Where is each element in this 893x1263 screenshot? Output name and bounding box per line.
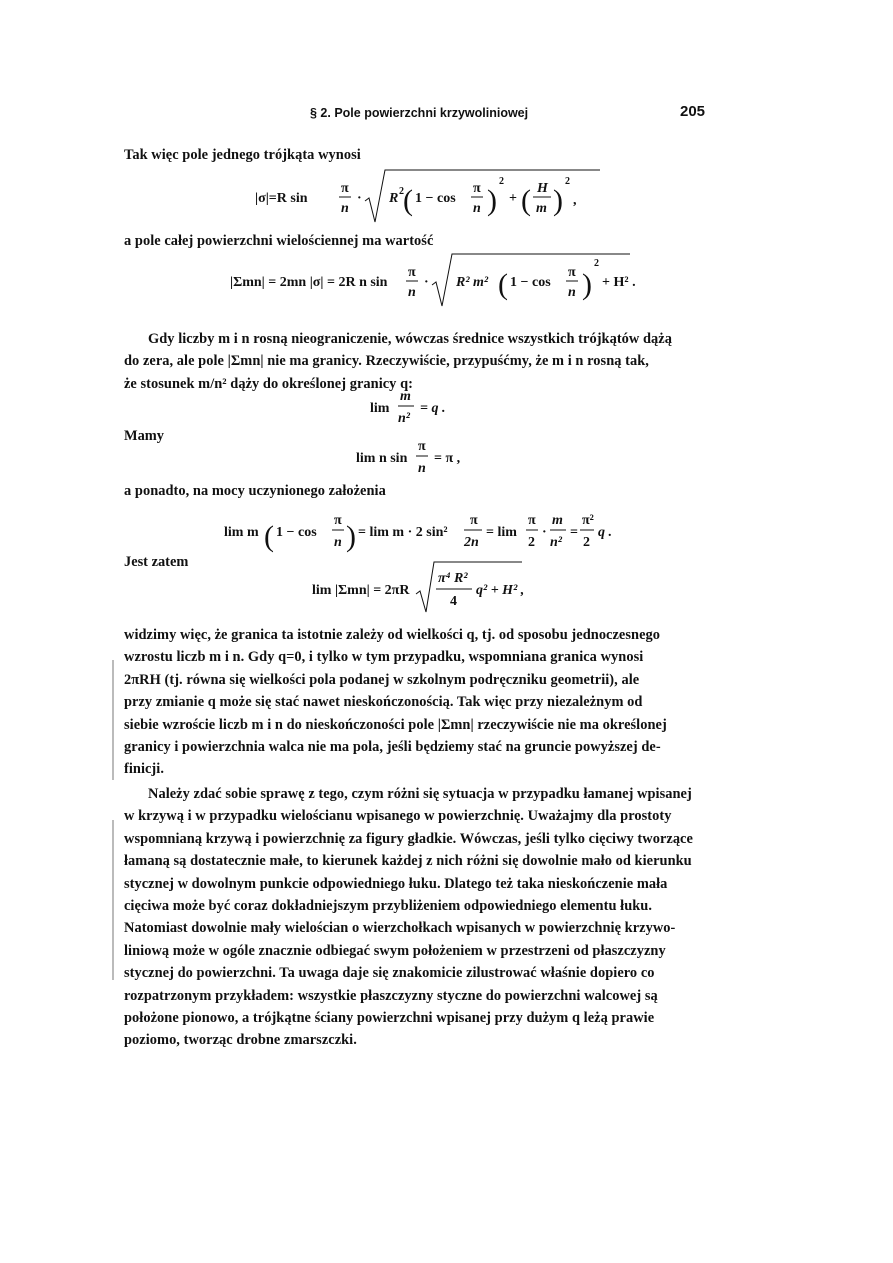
text-line: wspomnianą krzywą i powierzchnię za figury gładkie. Wówczas, jeśli tylko cięciwy tworzące <box>124 830 693 847</box>
eq5-pi-2: π <box>470 513 478 528</box>
equation-6-svg <box>312 560 532 616</box>
eq2-dot: · <box>424 275 429 290</box>
label-mamy: Mamy <box>124 428 164 444</box>
text-line: łamaną są dostatecznie małe, to kierunek każdej z nich różni się dowolnie mało od kierunku <box>124 853 692 870</box>
eq1-paren-close: ) <box>487 184 497 217</box>
eq2-lhs: |Σmn| = 2mn |σ| = 2R n sin <box>230 275 388 290</box>
eq4-lhs: lim n sin <box>356 451 408 466</box>
text-line: w krzywą i w przypadku wielościanu wpisanego w powierzchnię. Uważajmy dla prostoty <box>124 808 672 825</box>
eq1-H: H <box>537 181 548 196</box>
eq2-R2m2: R² m² <box>456 275 489 290</box>
eq1-dot: · <box>357 191 362 206</box>
eq5-m: m <box>552 513 563 528</box>
eq2-n: n <box>408 285 416 300</box>
eq5-two: 2 <box>528 535 535 550</box>
text-line: przy zmianie q może się stać nawet nieskończonością. Tak więc przy niezależnym od <box>124 694 643 711</box>
eq5-pi2: π² <box>582 513 594 528</box>
eq5-pi-3: π <box>528 513 536 528</box>
eq2-pi: π <box>408 265 416 280</box>
eq4-n: n <box>418 461 426 476</box>
eq2-n-2: n <box>568 285 576 300</box>
eq5-q: q . <box>598 525 612 540</box>
text-line: rozpatrzonym przykładem: wszystkie płaszczyzny styczne do powierzchni walcowej są <box>124 987 658 1004</box>
eq1-n-2: n <box>473 201 481 216</box>
paragraph-1 <box>124 144 708 166</box>
text-line: Tak więc pole jednego trójkąta wynosi <box>124 147 361 163</box>
eq1-comma: , <box>573 193 577 208</box>
eq5-pi: π <box>334 513 342 528</box>
eq4-pi: π <box>418 439 426 454</box>
paragraph-5 <box>124 624 708 781</box>
text-line: poziomo, tworząc drobne zmarszczki. <box>124 1032 357 1049</box>
eq5-eq: = <box>570 525 578 540</box>
text-line: stycznej do powierzchni. Ta uwaga daje się znakomicie zilustrować właśnie dopiero co <box>124 965 655 982</box>
eq2-paren-exp: 2 <box>594 258 599 269</box>
eq1-paren-exp: 2 <box>499 176 504 187</box>
text-line: a pole całej powierzchni wielościennej ma wartość <box>124 233 434 249</box>
eq3-m: m <box>400 389 411 404</box>
eq3-rhs: = q . <box>420 401 446 416</box>
text-line: a ponadto, na mocy uczynionego założenia <box>124 483 386 499</box>
eq3-lim: lim <box>370 401 390 416</box>
eq1-paren-open-2: ( <box>521 184 531 217</box>
equation-6 <box>312 560 532 621</box>
eq5-two-2: 2 <box>583 535 590 550</box>
equation-2-svg <box>230 252 650 312</box>
eq1-plus: + <box>509 191 517 206</box>
eq6-tail: q² + H² , <box>476 583 525 598</box>
eq1-m: m <box>536 201 547 216</box>
equation-1-svg <box>255 168 615 228</box>
eq2-paren-open: ( <box>498 268 508 301</box>
text-line: widzimy więc, że granica ta istotnie zależy od wielkości q, tj. od sposobu jednoczesnego <box>124 627 661 643</box>
running-header: § 2. Pole powierzchni krzywoliniowej <box>310 106 529 120</box>
paragraph-6 <box>124 783 708 1052</box>
eq5-paren-open: ( <box>264 520 274 553</box>
eq2-tail: + H² . <box>602 275 636 290</box>
equation-5 <box>224 506 624 567</box>
text-line: liniową może w ogóle znacznie odbiegać swym położeniem w przestrzeni od płaszczyzny <box>124 942 666 959</box>
text-line: siebie wzroście liczb m i n do nieskończoności pole |Σmn| rzeczywiście nie ma określonej <box>124 716 667 733</box>
equation-3 <box>370 386 490 441</box>
eq5-mid: = lim m · 2 sin² <box>358 525 448 540</box>
label-jest-zatem: Jest zatem <box>124 554 189 570</box>
scan-margin-shadow <box>112 820 114 980</box>
eq1-R-exp: 2 <box>399 186 404 197</box>
text-line: wzrostu liczb m i n. Gdy q=0, i tylko w tym przypadku, wspomniana granica wynosi <box>124 649 644 666</box>
paragraph-2 <box>124 230 708 252</box>
text-line: 2πRH (tj. równa się wielkości pola podanej w szkolnym podręczniku geometrii), ale <box>124 671 640 688</box>
eq6-num: π⁴ R² <box>438 571 468 586</box>
eq5-twon: 2n <box>464 535 479 550</box>
eq5-n2: n² <box>550 535 562 550</box>
eq1-lhs: |σ|=R sin <box>255 191 308 206</box>
paragraph-4 <box>124 480 708 502</box>
eq5-one-minus-cos: 1 − cos <box>276 525 317 540</box>
text-line: granicy i powierzchnia walca nie ma pola, jeśli będziemy stać na gruncie powyższej de- <box>124 739 661 756</box>
eq4-rhs: = π , <box>434 451 461 466</box>
text-line: Gdy liczby m i n rosną nieograniczenie, wówczas średnice wszystkich trójkątów dążą <box>148 331 672 347</box>
eq2-pi-2: π <box>568 265 576 280</box>
eq5-dot: · <box>542 525 547 540</box>
eq5-eq-lim: = lim <box>486 525 517 540</box>
eq6-den: 4 <box>450 594 457 609</box>
scan-margin-shadow <box>112 660 114 780</box>
text-line: finicji. <box>124 761 164 778</box>
text-line: cięciwa może być coraz dokładniejszym przybliżeniem odpowiedniego elementu łuku. <box>124 898 653 915</box>
eq1-n: n <box>341 201 349 216</box>
eq1-paren-open: ( <box>403 184 413 217</box>
page-number: 205 <box>680 103 706 120</box>
eq1-paren-exp-2: 2 <box>565 176 570 187</box>
text-line: że stosunek m/n² dąży do określonej granicy q: <box>124 375 413 392</box>
eq1-paren-close-2: ) <box>553 184 563 217</box>
eq1-pi: π <box>341 181 349 196</box>
equation-5-svg <box>224 506 624 562</box>
equation-4-svg <box>356 438 496 484</box>
equation-1 <box>255 168 615 233</box>
eq5-paren-close: ) <box>346 520 356 553</box>
eq3-n2: n² <box>398 411 410 426</box>
eq6-lhs: lim |Σmn| = 2πR <box>312 583 410 598</box>
eq2-one-minus-cos: 1 − cos <box>510 275 551 290</box>
text-line: Należy zdać sobie sprawę z tego, czym różni się sytuacja w przypadku łamanej wpisanej <box>148 786 692 802</box>
equation-2 <box>230 252 650 317</box>
text-line: stycznej w dowolnym punkcie odpowiedniego łuku. Dlatego też taka nieskończenie mała <box>124 875 668 892</box>
eq1-one-minus-cos: 1 − cos <box>415 191 456 206</box>
eq5-lim-m: lim m <box>224 525 259 540</box>
text-line: położone pionowo, a trójkątne ściany powierzchni wpisanej przy dużym q leżą prawie <box>124 1010 655 1027</box>
eq1-pi-2: π <box>473 181 481 196</box>
text-line: do zera, ale pole |Σmn| nie ma granicy. Rzeczywiście, przypuśćmy, że m i n rosną tak, <box>124 353 649 370</box>
eq1-R: R <box>389 191 399 206</box>
eq5-n: n <box>334 535 342 550</box>
text-line: Natomiast dowolnie mały wielościan o wierzchołkach wpisanych w powierzchnię krzywo- <box>124 920 676 937</box>
equation-3-svg <box>370 386 490 436</box>
eq2-paren-close: ) <box>582 268 592 301</box>
